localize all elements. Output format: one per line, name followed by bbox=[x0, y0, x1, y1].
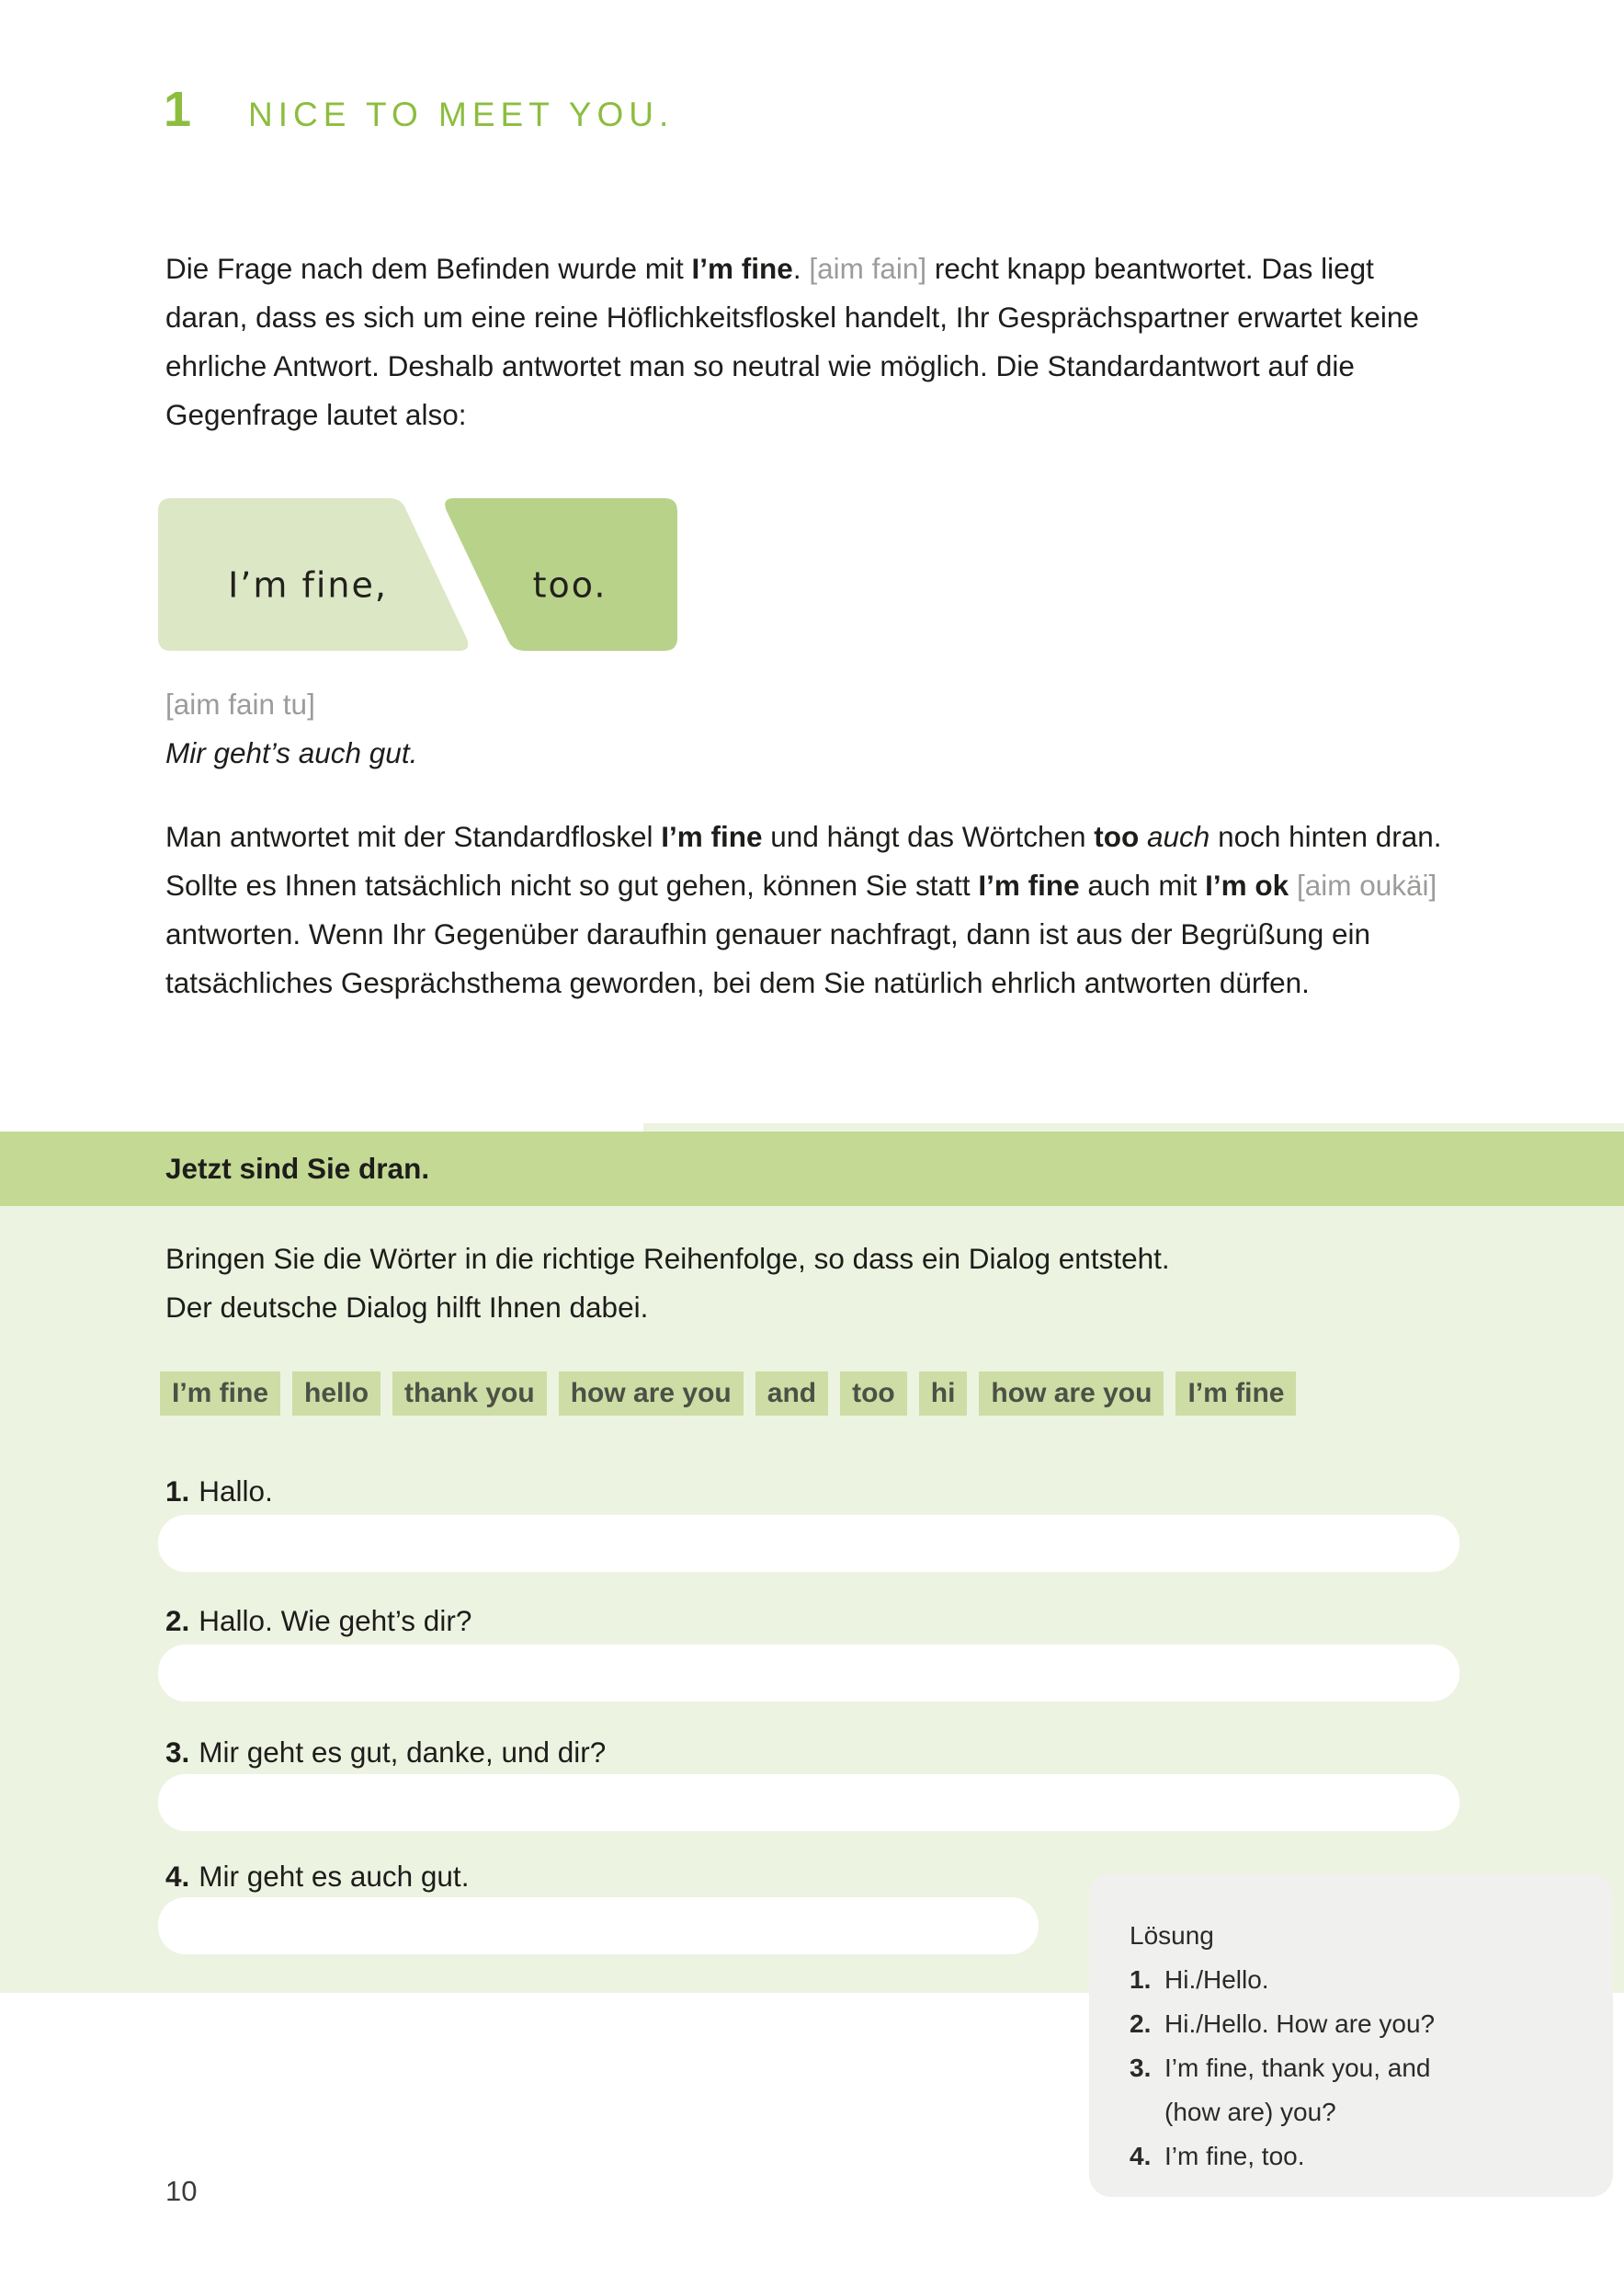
solution-box bbox=[1089, 1873, 1613, 2197]
dialog-item-4-text: Mir geht es auch gut. bbox=[199, 1860, 470, 1893]
solution-line-text: I’m fine, too. bbox=[1164, 2142, 1305, 2170]
answer-box-4 bbox=[158, 1897, 1039, 1954]
dialog-item-2-text: Hallo. Wie geht’s dir? bbox=[199, 1604, 472, 1637]
speech-bubble-right-text: too. bbox=[532, 564, 608, 606]
answer-box-1 bbox=[158, 1515, 1459, 1572]
instruction-line-1: Bringen Sie die Wörter in die richtige Reihenfolge, so dass ein Dialog entsteht. bbox=[165, 1242, 1170, 1275]
solution-line-text: Hi./Hello. How are you? bbox=[1164, 2009, 1436, 2038]
dialog-item-2-number: 2. bbox=[165, 1604, 190, 1637]
dialog-item-1-text: Hallo. bbox=[199, 1474, 273, 1508]
bubble-translation: Mir geht’s auch gut. bbox=[165, 736, 418, 769]
solution-line-number: 3. bbox=[1130, 2054, 1152, 2082]
dialog-item-1-label bbox=[165, 1473, 273, 1509]
bubble-phonetic: [aim fain tu] bbox=[165, 688, 315, 721]
solution-title: Lösung bbox=[1130, 1921, 1214, 1950]
intro-paragraph-1: Die Frage nach dem Befinden wurde mit I’m fine. [aim fain] recht knapp beantwortet. Das liegt daran, dass es sich um eine reine Höflichkeitsfloskel handelt, Ihr Gesprächspartner erwartet keine ehrliche Antwort. Deshalb antwortet man so neutral wie möglich. Die Standardantwort auf die Gegenfrage lautet also: bbox=[165, 252, 1419, 431]
answer-box-3 bbox=[158, 1774, 1459, 1831]
word-tile: how are you bbox=[559, 1371, 744, 1416]
speech-bubble-pair bbox=[158, 498, 677, 651]
dialog-item-1-number: 1. bbox=[165, 1474, 190, 1508]
word-tile: how are you bbox=[979, 1371, 1164, 1416]
solution-line bbox=[1130, 1958, 1595, 2002]
dialog-item-4-number: 4. bbox=[165, 1860, 190, 1893]
solution-line-text: (how are) you? bbox=[1164, 2098, 1336, 2126]
solution-line bbox=[1130, 2090, 1595, 2134]
dialog-item-3-label bbox=[165, 1734, 606, 1770]
chapter-title: NICE TO MEET YOU. bbox=[248, 96, 675, 133]
word-tile: hello bbox=[292, 1371, 380, 1416]
page-number: 10 bbox=[165, 2175, 198, 2207]
section-banner-title: Jetzt sind Sie dran. bbox=[165, 1152, 430, 1185]
word-tile: too bbox=[840, 1371, 907, 1416]
dialog-item-3-number: 3. bbox=[165, 1735, 190, 1769]
chapter-header bbox=[164, 82, 675, 137]
section-banner bbox=[0, 1132, 1624, 1206]
solution-line bbox=[1130, 2046, 1595, 2090]
answer-box-2 bbox=[158, 1644, 1459, 1701]
instruction-line-2: Der deutsche Dialog hilft Ihnen dabei. bbox=[165, 1291, 649, 1324]
speech-bubble-left-text: I’m fine, bbox=[228, 564, 388, 606]
solution-line-text: Hi./Hello. bbox=[1164, 1965, 1269, 1994]
dialog-item-4-label bbox=[165, 1858, 469, 1895]
intro-paragraph-2: Man antwortet mit der Standardfloskel I’m fine und hängt das Wörtchen too auch noch hinten dran. Sollte es Ihnen tatsächlich nicht so gut gehen, können Sie statt I’m fine auch mit I’m ok [aim oukäi] antworten. Wenn Ihr Gegenüber daraufhin genauer nachfragt, dann ist aus der Begrüßung ein tatsächliches Gesprächsthema geworden, bei dem Sie natürlich ehrlich antworten dürfen. bbox=[165, 820, 1442, 999]
word-tile: hi bbox=[919, 1371, 968, 1416]
solution-title-row bbox=[1130, 1914, 1595, 1958]
solution-line bbox=[1130, 2002, 1595, 2046]
dialog-item-3-text: Mir geht es gut, danke, und dir? bbox=[199, 1735, 607, 1769]
solution-line bbox=[1130, 2134, 1595, 2179]
word-tile: thank you bbox=[392, 1371, 547, 1416]
word-tile: I’m fine bbox=[160, 1371, 280, 1416]
word-tile: I’m fine bbox=[1175, 1371, 1296, 1416]
solution-line-number: 2. bbox=[1130, 2009, 1152, 2038]
solution-line-number: 4. bbox=[1130, 2142, 1152, 2170]
exercise-instructions bbox=[165, 1235, 1463, 1332]
solution-line-text: I’m fine, thank you, and bbox=[1164, 2054, 1431, 2082]
dialog-item-2-label bbox=[165, 1602, 471, 1639]
word-tile: and bbox=[755, 1371, 828, 1416]
chapter-number: 1 bbox=[164, 82, 192, 137]
solution-line-number: 1. bbox=[1130, 1965, 1152, 1994]
solution-line-number bbox=[1130, 2090, 1164, 2134]
word-tile-row bbox=[160, 1371, 1296, 1416]
